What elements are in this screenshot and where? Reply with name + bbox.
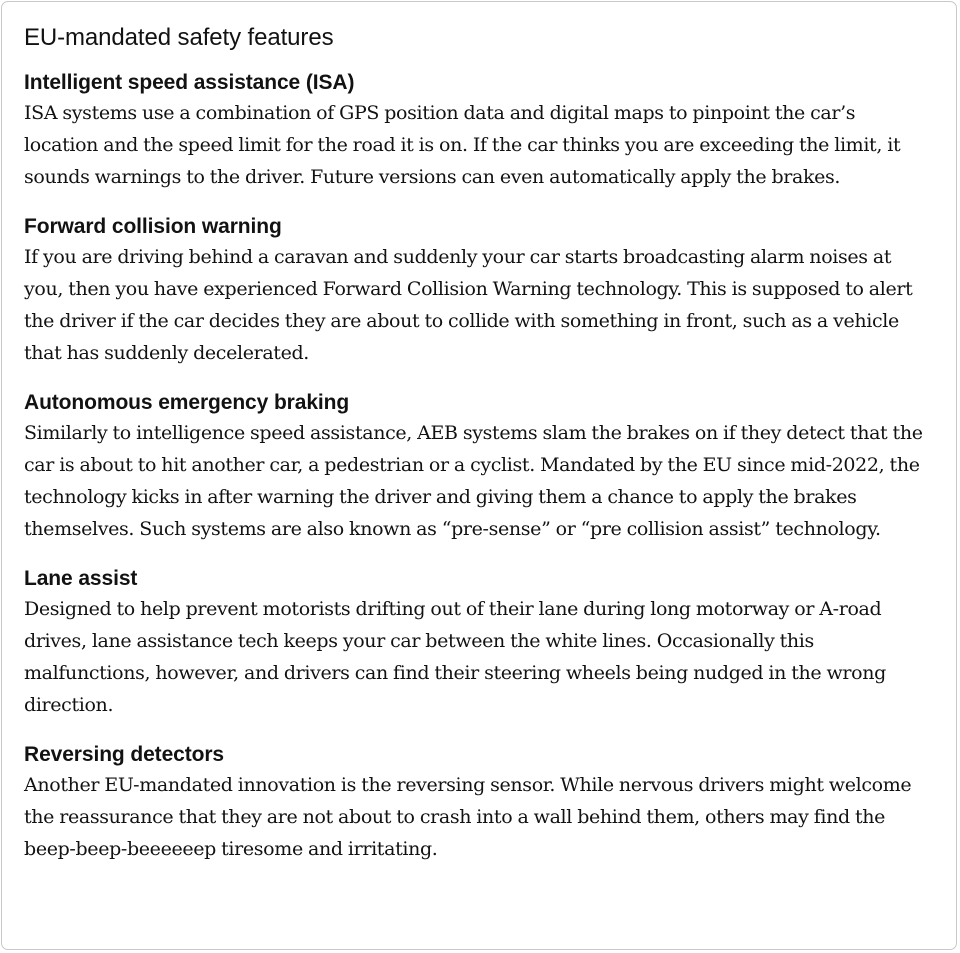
section-heading: Autonomous emergency braking [24, 391, 350, 414]
section-body: ISA systems use a combination of GPS position data and digital maps to pinpoint the car’s location and the speed limit for the road it is on. If the car thinks you are exceeding the limit, it sounds warnings to the driver. Future versions can even automatically apply the brakes. [24, 102, 901, 188]
box-title: EU-mandated safety features [24, 24, 334, 51]
info-box [1, 1, 957, 950]
section-isa [24, 68, 934, 193]
section-body: Designed to help prevent motorists drifting out of their lane during long motorway or A-road drives, lane assistance tech keeps your car between the white lines. Occasionally this malfunctions, however, and drivers can find their steering wheels being nudged in the wrong direction. [24, 598, 886, 716]
section-heading: Reversing detectors [24, 743, 225, 766]
section-body: Similarly to intelligence speed assistance, AEB systems slam the brakes on if they detect that the car is about to hit another car, a pedestrian or a cyclist. Mandated by the EU since mid-2022, the technology kicks in after warning the driver and giving them a chance to apply the brakes themselves. Such systems are also known as “pre-sense” or “pre collision assist” technology. [24, 422, 923, 540]
section-reversing-detectors [24, 740, 934, 865]
section-heading: Intelligent speed assistance (ISA) [24, 71, 355, 94]
section-forward-collision-warning [24, 212, 934, 369]
section-heading: Lane assist [24, 567, 138, 590]
section-heading: Forward collision warning [24, 215, 282, 238]
section-body: Another EU-mandated innovation is the reversing sensor. While nervous drivers might welcome the reassurance that they are not about to crash into a wall behind them, others may find the beep-beep-beeeeeep tiresome and irritating. [24, 774, 912, 860]
section-lane-assist [24, 564, 934, 721]
section-autonomous-emergency-braking [24, 388, 934, 545]
section-body: If you are driving behind a caravan and suddenly your car starts broadcasting alarm noises at you, then you have experienced Forward Collision Warning technology. This is supposed to alert the driver if the car decides they are about to collide with something in front, such as a vehicle that has suddenly decelerated. [24, 246, 913, 364]
